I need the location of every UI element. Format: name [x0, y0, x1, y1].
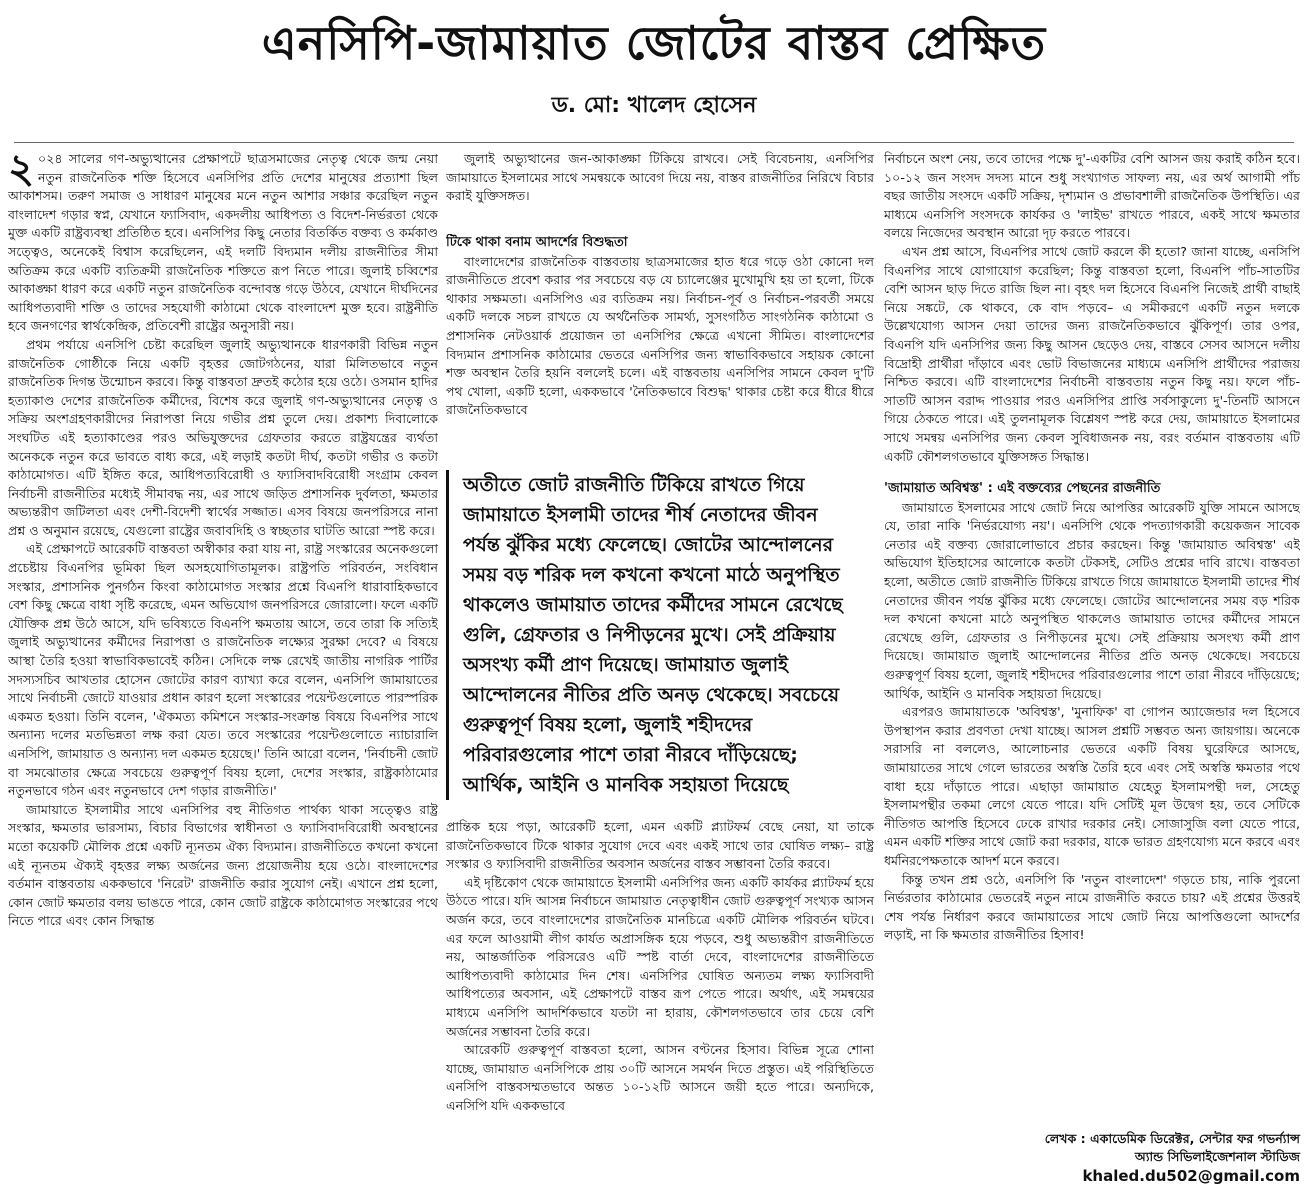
drop-cap: ২ — [8, 150, 35, 192]
paragraph: প্রান্তিক হয়ে পড়া, আরেকটি হলো, এমন একটি প্ল্যাটফর্ম বেছে নেয়া, যা তাকে রাজনৈতিকভাবে টিকে থাকার সুযোগ দেবে এবং একই সাথে তার ঘোষিত লক্ষ্য– রাষ্ট্র সংস্কার ও ফ্যাসিবাদী রাজনীতির অবসান অর্জনের বাস্তব সম্ভাবনা তৈরি করবে। — [446, 819, 874, 872]
author-credit — [884, 1130, 1300, 1186]
paragraph: জামায়াতে ইসলামীর সাথে এনসিপির বহু নীতিগত পার্থক্য থাকা সত্ত্বেও রাষ্ট্র সংস্কার, ক্ষমতার ভারসাম্য, বিচার বিভাগের স্বাধীনতা ও ফ্যাসিবাদবিরোধী অবস্থানের মতো কয়েকটি মৌলিক প্রশ্নে একটি ন্যূনতম ঐক্য বিদ্যমান। রাজনীতিতে কখনো কখনো এই ন্যূনতম ঐক্যই বৃহত্তর লক্ষ্য অর্জনের জন্য প্রয়োজনীয় হয়ে ওঠে। বাংলাদেশের বর্তমান বাস্তবতায় এককভাবে 'নিরেট' রাজনীতি করার সুযোগ নেই। এখানে প্রশ্ন হলো, কোন জোট ক্ষমতার বলয় ভাঙতে পারে, কোন জোট রাষ্ট্রকে কাঠামোগত সংস্কারের পথে নিতে পারে এবং কোন সিদ্ধান্ত — [8, 801, 438, 929]
column-1 — [8, 150, 438, 1195]
column-2-bottom — [446, 818, 874, 1196]
paragraph: জুলাই অভ্যুত্থানের জন-আকাঙ্ক্ষা টিকিয়ে রাখবে। সেই বিবেচনায়, এনসিপির জামায়াতে ইসলামের সাথে সমন্বয়কে আবেগ দিয়ে নয়, বাস্তব রাজনীতির নিরিখে বিচার করাই যুক্তিসঙ্গত। — [446, 151, 874, 204]
author-credit-line: লেখক : একাডেমিক ডিরেক্টর, সেন্টার ফর গভর্ন্যান্স — [1044, 1131, 1300, 1146]
paragraph: প্রথম পর্যায়ে এনসিপি চেষ্টা করেছিল জুলাই অভ্যুত্থানকে ধারণকারী বিভিন্ন নতুন রাজনৈতিক গোষ্ঠীকে নিয়ে একটি বৃহত্তর জোটগঠনের, যারা মিলিতভাবে নতুন রাজনৈতিক দিগন্ত উন্মোচন করবে। কিন্তু বাস্তবতা দ্রুতই কঠোর হয়ে ওঠে। ওসমান হাদির হত্যাকাণ্ড দেশের রাজনৈতিক কর্মীদের, বিশেষ করে জুলাই গণ-অভ্যুত্থানের নেতৃত্ব ও সক্রিয় অংশগ্রহণকারীদের নিরাপত্তা নিয়ে গভীর প্রশ্ন তুলে দেয়। প্রকাশ্য দিবালোকে সংঘটিত এই হত্যাকাণ্ডের পরও অভিযুক্তদের গ্রেফতার করতে রাষ্ট্রযন্ত্রের ব্যর্থতা অনেককে নতুন করে ভাবতে বাধ্য করে, এই লড়াই কতটা দীর্ঘ, কতটা গভীর ও কতটা কাঠামোগত। এটি ইঙ্গিত করে, আধিপত্যবিরোধী ও ফ্যাসিবাদবিরোধী সংগ্রাম কেবল নির্বাচনী রাজনীতির মধ্যেই সীমাবদ্ধ নয়, এর সাথে জড়িত প্রশাসনিক দুর্বলতা, ক্ষমতার অভ্যন্তরীণ জটিলতা এবং দেশী-বিদেশী স্বার্থের সজ্জাত। এসব বিষয়ে জনপরিসরে নানা প্রশ্ন ও অনুমান রয়েছে, যেগুলো রাষ্ট্রের জবাবদিহি ও স্বচ্ছতার ঘাটতি আরো স্পষ্ট করে। — [8, 336, 438, 538]
author-email: khaled.du502@gmail.com — [1082, 1167, 1300, 1185]
byline: ড. মো: খালেদ হোসেন — [551, 93, 757, 118]
divider — [14, 142, 1294, 143]
section-heading: 'জামায়াত অবিশ্বস্ত' : এই বক্তব্যের পেছনের রাজনীতি — [884, 481, 1161, 497]
author-credit-line: অ্যান্ড সিভিলাইজেশনাল স্টাডিজ — [1134, 1149, 1300, 1164]
paragraph: এখন প্রশ্ন আসে, বিএনপির সাথে জোট করলে কী হতো? জানা যাচ্ছে, এনসিপি বিএনপির সাথে যোগাযোগ করেছিল; কিন্তু বাস্তবতা হলো, বিএনপি পাঁচ-সাতটির বেশি আসন ছাড় দিতে রাজি ছিল না। বৃহৎ দল হিসেবে বিএনপি নিজেই প্রার্থী বাছাই নিয়ে সঙ্কটে, কে থাকবে, কে বাদ পড়বে– এ সমীকরণে একটি নতুন দলকে উল্লেখযোগ্য আসন দেয়া তাদের জন্য রাজনৈতিকভাবে ঝুঁকিপূর্ণ। তার ওপর, বিএনপি যদি এনসিপির জন্য কিছু আসন ছেড়েও দেয়, বাস্তবে সেসব আসনে দলীয় বিদ্রোহী প্রার্থীরা দাঁড়াবে এবং ভোট বিভাজনের মাধ্যমে এনসিপি প্রার্থীদের পরাজয় নিশ্চিত করবে। এটি বাংলাদেশের নির্বাচনী বাস্তবতায় নতুন কিছু নয়। ফলে পাঁচ-সাতটি আসন বরাদ্দ পাওয়ার পরও এনসিপির প্রাপ্তি সর্বসাকুল্যে দু'-তিনটি আসনে গিয়ে ঠেকতে পারে। এই তুলনামূলক বিশ্লেষণ স্পষ্ট করে দেয়, জামায়াতে ইসলামের সাথে সমন্বয় এনসিপির জন্য কেবল সুবিধাজনক নয়, বরং বর্তমান বাস্তবতায় এটি একটি কৌশলগতভাবে যুক্তিসঙ্গত সিদ্ধান্ত। — [884, 243, 1300, 464]
column-3 — [884, 150, 1300, 1195]
paragraph: নির্বাচনে অংশ নেয়, তবে তাদের পক্ষে দু'-একটির বেশি আসন জয় করাই কঠিন হবে। ১০-১২ জন সংসদ সদস্য মানে শুধু সংখ্যাগত সাফল্য নয়, এর অর্থ আগামী পাঁচ বছর জাতীয় সংসদে একটি সক্রিয়, দৃশ্যমান ও প্রভাবশালী রাজনৈতিক উপস্থিতি। এর মাধ্যমে এনসিপি সংসদকে কার্যকর ও 'লাইভ' রাখতে পারবে, একই সাথে ক্ষমতার বলয়ে নিজেদের অবস্থান আরো দৃঢ় করতে পারবে। — [884, 151, 1300, 241]
section-heading: টিকে থাকা বনাম আদর্শের বিশুদ্ধতা — [446, 235, 628, 250]
paragraph: আরেকটি গুরুত্বপূর্ণ বাস্তবতা হলো, আসন বণ্টনের হিসাব। বিভিন্ন সূত্রে শোনা যাচ্ছে, জামায়াত এনসিপিকে প্রায় ৩০টি আসনে সমর্থন দিতে প্রস্তুত। এই পরিস্থিতিতে এনসিপি বাস্তবসম্মতভাবে অন্তত ১০-১২টি আসনে জয়ী হতে পারে। অন্যদিকে, এনসিপি যদি এককভাবে — [446, 1042, 874, 1113]
paragraph: বাংলাদেশের রাজনৈতিক বাস্তবতায় ছাত্রসমাজের হাত ধরে গড়ে ওঠা কোনো দল রাজনীতিতে প্রবেশ করার পর সবচেয়ে বড় যে চ্যালেঞ্জের মুখোমুখি হয় তা হলো, টিকে থাকার সক্ষমতা। এনসিপিও এর ব্যতিক্রম নয়। নির্বাচন-পূর্ব ও নির্বাচন-পরবর্তী সময়ে একটি দলকে সচল রাখতে যে অর্থনৈতিক সামর্থ্য, সুসংগঠিত সাংগঠনিক কাঠামো ও প্রশাসনিক নেটওয়ার্ক প্রয়োজন তা এনসিপির ক্ষেত্রে এখনো সীমিত। বাংলাদেশের বিদ্যমান প্রশাসনিক কাঠামোর ভেতরে এনসিপির জন্য স্বাভাবিকভাবে সহায়ক কোনো শক্ত অবস্থান তৈরি হয়নি বললেই চলে। এই বাস্তবতায় এনসিপির সামনে কেবল দু'টি পথ খোলা, একটি হলো, এককভাবে 'নৈতিকভাবে বিশুদ্ধ' থাকার চেষ্টা করে ধীরে ধীরে রাজনৈতিকভাবে — [446, 253, 874, 418]
paragraph: ০২৪ সালের গণ-অভ্যুত্থানের প্রেক্ষাপটে ছাত্রসমাজের নেতৃত্ব থেকে জন্ম নেয়া নতুন রাজনৈতিক শক্তি হিসেবে এনসিপির প্রতি দেশের মানুষের প্রত্যাশা ছিল আকাশসম। তরুণ সমাজ ও সাধারণ মানুষের মনে নতুন আশার সঞ্চার করেছিল নতুন বাংলাদেশ গড়ার স্বপ্ন, যেখানে ফ্যাসিবাদ, একদলীয় আধিপত্য ও বিদেশ-নির্ভরতা থেকে মুক্ত একটি রাষ্ট্রব্যবস্থা প্রতিষ্ঠিত হবে। এনসিপির কিছু নেতার বিতর্কিত বক্তব্য ও কর্মকাণ্ড সত্ত্বেও, অনেকেই বিশ্বাস করেছিলেন, এই দলটি বিদ্যমান দলীয় রাজনীতির সীমা অতিক্রম করে একটি ব্যতিক্রমী রাজনৈতিক শক্তিতে রূপ নিতে পারে। জুলাই চব্বিশের আকাঙ্ক্ষা ধারণ করে একটি নতুন রাজনৈতিক বন্দোবস্ত গড়ে উঠবে, যেখানে দীর্ঘদিনের আধিপত্যবাদী শক্তি ও তাদের সহযোগী কাঠামো থেকে বাংলাদেশ মুক্ত হবে। রাষ্ট্রনীতি হবে জনগণের স্বার্থকেন্দ্রিক, প্রতিবেশী রাষ্ট্রের অনুসারী নয়। — [8, 151, 438, 334]
headline: এনসিপি-জামায়াত জোটের বাস্তব প্রেক্ষিত — [261, 16, 1047, 70]
paragraph: এই প্রেক্ষাপটে আরেকটি বাস্তবতা অস্বীকার করা যায় না, রাষ্ট্র সংস্কারের অনেকগুলো প্রচেষ্টায় বিএনপির ভূমিকা ছিল অসহযোগিতামূলক। রাষ্ট্রপতি পরিবর্তন, সংবিধান সংস্কার, প্রশাসনিক পুনর্গঠন কিংবা কাঠামোগত সংস্কার প্রশ্নে বিএনপি ধারাবাহিকভাবে বেশ কিছু ক্ষেত্রে বাধা সৃষ্টি করেছে, এমন অভিযোগ জনপরিসরে জোরালো। ফলে একটি যৌক্তিক প্রশ্ন উঠে আসে, যদি ভবিষ্যতে বিএনপি ক্ষমতায় আসে, তবে তারা কি সত্যিই জুলাই অভ্যুত্থানের কর্মীদের নিরাপত্তা ও রাজনৈতিক লক্ষ্যের সুরক্ষা দেবে? এ বিষয়ে আস্থা তৈরি হওয়া স্বাভাবিকভাবেই কঠিন। সেদিকে লক্ষ রেখেই জাতীয় নাগরিক পার্টির সদস্যসচিব আখতার হোসেন জোটের কারণ ব্যাখ্যা করে বলেন, এনসিপি জামায়াতের সাথে নির্বাচনী জোটে যাওয়ার প্রধান কারণ হলো সংস্কারের পয়েন্টগুলোতে পারস্পরিক একমত হওয়া। তিনি বলেন, 'ঐকমত্য কমিশনে সংস্কার-সংক্রান্ত বিষয়ে বিএনপির সাথে অন্যান্য দলের মতভিন্নতা লক্ষ করা যেত। তবে সংস্কারের পয়েন্টগুলোতে ন্যাচারালি এনসিপি, জামায়াত ও অন্যান্য দল একমত হয়েছে।' তিনি আরো বলেন, 'নির্বাচনী জোট বা সমঝোতার ক্ষেত্রে সবচেয়ে গুরুত্বপূর্ণ বিষয় হলো, দেশের সংস্কার, রাষ্ট্রকাঠামোর নতুনভাবে গঠন এবং নতুনভাবে দেশ গড়ার রাজনীতি।' — [8, 541, 438, 799]
paragraph: কিন্তু তখন প্রশ্ন ওঠে, এনসিপি কি 'নতুন বাংলাদেশ' গড়তে চায়, নাকি পুরনো নির্ভরতার কাঠামোর ভেতরেই নতুন নামে রাজনীতি করতে চায়? এই প্রশ্নের উত্তরই শেষ পর্যন্ত নির্ধারণ করবে জামায়াতের সাথে জোট নিয়ে আপত্তিগুলো আদর্শের লড়াই, না কি ক্ষমতার রাজনীতির হিসাব! — [884, 871, 1300, 943]
paragraph: এরপরও জামায়াতকে 'অবিশ্বস্ত', 'মুনাফিক' বা গোপন অ্যাজেন্ডার দল হিসেবে উপস্থাপন করার প্রবণতা দেখা যাচ্ছে। আসল প্রশ্নটি সম্ভবত অন্য জায়গায়। অনেকে সরাসরি না বললেও, আলোচনার ভেতরে একটি বিষয় ঘুরেফিরে আসছে, জামায়াতের সাথে গেলে ভারতের অস্বস্তি তৈরি হবে এবং সেই অস্বস্তি ক্ষমতার পথে বাধা হয়ে দাঁড়াতে পারে। এছাড়া জামায়াত যেহেতু ইসলামপন্থী দল, সেহেতু ইসলামপন্থীর তকমা লেগে যেতে পারে। যদি সেটিই মূল উদ্বেগ হয়, তবে সেটিকে নীতিগত আপত্তি হিসেবে ঢেকে রাখার দরকার নেই। সোজাসুজি বলা যেতে পারে, এমন একটি শক্তির সাথে জোট করা দরকার, যাকে ভারত গ্রহণযোগ্য মনে করবে এবং ধর্মনিরপেক্ষতাকে আদর্শ মনে করবে। — [884, 704, 1300, 868]
paragraph: জামায়াতে ইসলামের সাথে জোট নিয়ে আপত্তির আরেকটি যুক্তি সামনে আসছে যে, তারা নাকি 'নির্ভরযোগ্য নয়'। এনসিপি থেকে পদত্যাগকারী কয়েকজন সাবেক নেতার এই বক্তব্য জোরালোভাবে প্রচার করছেন। কিন্তু 'জামায়াত অবিশ্বস্ত' এই অভিযোগ ইতিহাসের আলোকে কতটা টেকসই, সেটিও প্রশ্নের দাবি রাখে। বাস্তবতা হলো, অতীতে জোট রাজনীতি টিকিয়ে রাখতে গিয়ে জামায়াতে ইসলামী তাদের শীর্ষ নেতাদের জীবন পর্যন্ত ঝুঁকির মধ্যে ফেলেছে। জোটের আন্দোলনের সময় বড় শরিক দল কখনো কখনো মাঠে অনুপস্থিত থাকলেও জামায়াত তাদের কর্মীদের সামনে রেখেছে গুলি, গ্রেফতার ও নিপীড়নের মুখে। সেই প্রক্রিয়ায় অসংখ্য কর্মী প্রাণ দিয়েছে। জামায়াত জুলাই আন্দোলনের নীতির প্রতি অনড় থেকেছে। সবচেয়ে গুরুত্বপূর্ণ বিষয় হলো, জুলাই শহীদদের পরিবারগুলোর পাশে তারা নীরবে দাঁড়িয়েছে; আর্থিক, আইনি ও মানবিক সহায়তা দিয়েছে। — [884, 499, 1300, 701]
paragraph: এই দৃষ্টিকোণ থেকে জামায়াতে ইসলামী এনসিপির জন্য একটি কার্যকর প্ল্যাটফর্ম হয়ে উঠতে পারে। যদি আসন্ন নির্বাচনে জামায়াত নেতৃত্বাধীন জোট গুরুত্বপূর্ণ সংখ্যক আসন অর্জন করে, তবে বাংলাদেশের রাজনৈতিক মানচিত্রে একটি মৌলিক পরিবর্তন ঘটবে। এর ফলে আওয়ামী লীগ কার্যত অপ্রাসঙ্গিক হয়ে পড়বে, শুধু অভ্যন্তরীণ রাজনীতিতে নয়, আন্তর্জাতিক পরিসরেও এটি স্পষ্ট বার্তা দেবে, বাংলাদেশের রাজনীতিতে আধিপত্যবাদী কাঠামোর দিন শেষ। এনসিপির ঘোষিত অন্যতম লক্ষ্য ফ্যাসিবাদী আধিপত্যের অবসান, এই প্রেক্ষাপটে বাস্তব রূপ পেতে পারে। অর্থাৎ, এই সমন্বয়ের মাধ্যমে এনসিপি আদর্শিকভাবে যতটা না হারায়, কৌশলগতভাবে তার চেয়ে বেশি অর্জনের সম্ভাবনা তৈরি করে। — [446, 874, 874, 1039]
column-2-mid — [446, 234, 874, 464]
pull-quote: অতীতে জোট রাজনীতি টিকিয়ে রাখতে গিয়ে জামায়াতে ইসলামী তাদের শীর্ষ নেতাদের জীবন পর্যন্ত ঝুঁকির মধ্যে ফেলেছে। জোটের আন্দোলনের সময় বড় শরিক দল কখনো কখনো মাঠে অনুপস্থিত থাকলেও জামায়াত তাদের কর্মীদের সামনে রেখেছে গুলি, গ্রেফতার ও নিপীড়নের মুখে। সেই প্রক্রিয়ায় অসংখ্য কর্মী প্রাণ দিয়েছে। জামায়াত জুলাই আন্দোলনের নীতির প্রতি অনড় থেকেছে। সবচেয়ে গুরুত্বপূর্ণ বিষয় হলো, জুলাই শহীদদের পরিবারগুলোর পাশে তারা নীরবে দাঁড়িয়েছে; আর্থিক, আইনি ও মানবিক সহায়তা দিয়েছে — [446, 470, 866, 800]
